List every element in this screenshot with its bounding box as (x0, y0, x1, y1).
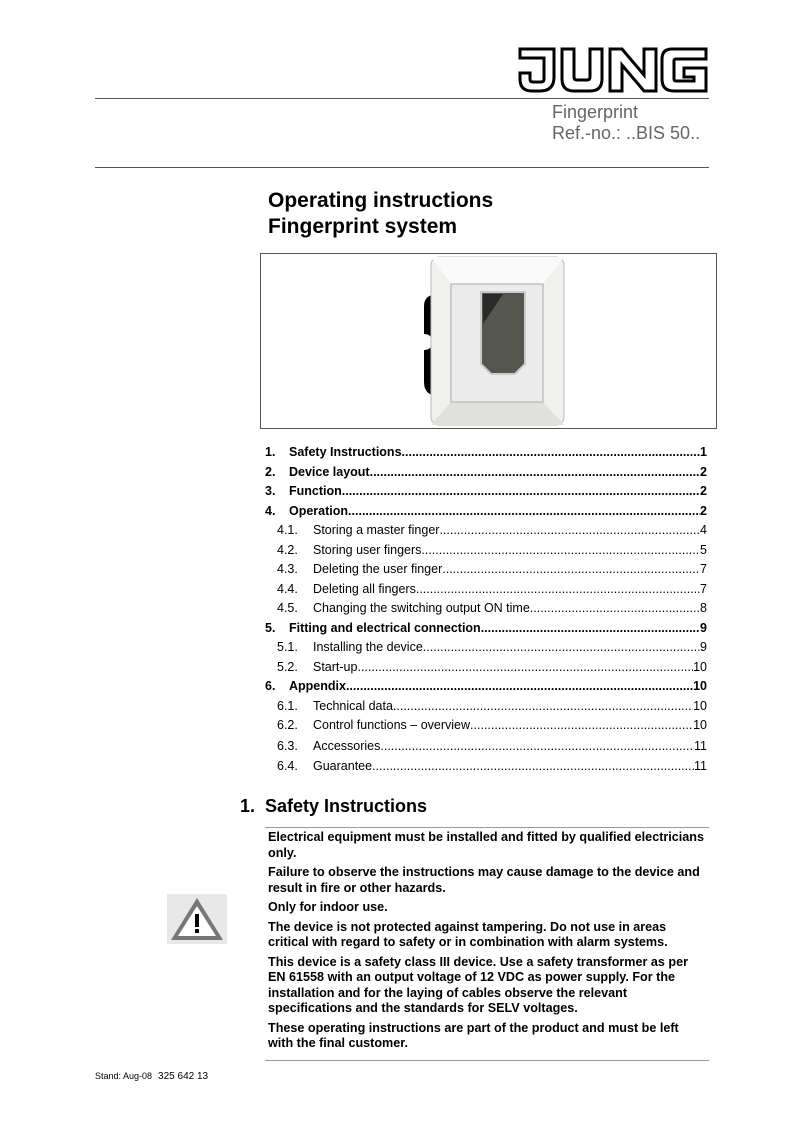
toc-label: Safety Instructions (289, 445, 402, 459)
toc-entry[interactable] (265, 759, 707, 779)
header-rule (95, 98, 709, 99)
toc-leader (416, 582, 700, 596)
toc-page: 10 (693, 659, 707, 674)
toc-page: 2 (700, 503, 707, 518)
footer-doc-number: 325 642 13 (158, 1071, 209, 1082)
toc-entry[interactable] (265, 739, 707, 759)
footer-date: Stand: Aug-08 (95, 1071, 153, 1081)
toc-page: 8 (700, 601, 707, 615)
toc-leader (470, 718, 693, 732)
toc-page: 7 (700, 562, 707, 576)
toc-leader (348, 504, 700, 518)
safety-paragraph: This device is a safety class III device. Use a safety transformer as per EN 61558 with an output voltage of 12 VDC as power supply. For the installation and for the laying of cables observe the relevant specifications and the standards for SELV voltages. (268, 954, 689, 1015)
toc-leader (346, 679, 693, 693)
toc-leader (393, 699, 693, 713)
toc-leader (421, 543, 700, 557)
toc-entry[interactable] (265, 621, 707, 641)
toc-entry[interactable] (265, 484, 707, 504)
toc-leader (481, 621, 700, 635)
safety-paragraph: These operating instructions are part of the product and must be left with the final customer. (268, 1020, 679, 1050)
toc-label: Accessories (313, 739, 381, 753)
toc-label: Function (289, 484, 342, 498)
title-line-2: Fingerprint system (268, 215, 458, 238)
safety-paragraph: The device is not protected against tampering. Do not use in areas critical with regard to safety or in combination with alarm systems. (268, 919, 668, 949)
toc-page: 9 (700, 620, 707, 635)
toc-entry[interactable] (265, 699, 707, 719)
toc-number: 5.1. (277, 640, 298, 654)
section-title: Safety Instructions (265, 796, 428, 816)
toc-entry[interactable] (265, 640, 707, 660)
toc-label: Guarantee (313, 758, 373, 773)
toc-number: 6.1. (277, 698, 298, 713)
toc-label: Deleting the user finger (313, 562, 443, 576)
toc-leader (370, 465, 700, 479)
toc-number: 4.2. (277, 542, 298, 557)
device-image (260, 253, 717, 429)
toc-page: 7 (700, 581, 707, 596)
toc-number: 2. (265, 464, 276, 479)
toc-page: 4 (700, 523, 707, 537)
warning-icon (167, 894, 227, 944)
toc-label: Start-up (313, 659, 358, 674)
toc-page: 2 (700, 484, 707, 498)
toc-leader (380, 739, 694, 753)
toc-leader (442, 562, 700, 576)
toc-entry[interactable] (265, 523, 707, 543)
toc-number: 5. (265, 620, 276, 635)
toc-label: Control functions – overview (313, 718, 471, 732)
toc-label: Technical data (313, 698, 393, 713)
safety-paragraph: Only for indoor use. (268, 900, 388, 914)
toc-page: 5 (700, 542, 707, 557)
toc-label: Storing user fingers (313, 542, 422, 557)
toc-entry[interactable] (265, 660, 707, 680)
toc-label: Deleting all fingers (313, 581, 416, 596)
toc-leader (530, 601, 700, 615)
toc-entry[interactable] (265, 562, 707, 582)
section-number: 1. (240, 796, 256, 816)
toc-number: 5.2. (277, 659, 298, 674)
toc-page: 9 (700, 640, 707, 654)
toc-number: 4.3. (277, 562, 298, 576)
toc-leader (342, 484, 700, 498)
toc-page: 10 (693, 718, 707, 732)
safety-paragraph: Electrical equipment must be installed and fitted by qualified electricians only. (268, 830, 704, 860)
toc-entry[interactable] (265, 445, 707, 465)
toc-leader (402, 445, 701, 459)
section-heading-safety (240, 796, 427, 817)
toc-entry[interactable] (265, 679, 707, 699)
table-of-contents (265, 445, 707, 778)
toc-number: 1. (265, 445, 276, 459)
toc-label: Installing the device (313, 640, 423, 654)
title-line-1: Operating instructions (268, 189, 494, 212)
safety-instructions-box (265, 827, 709, 1061)
toc-entry[interactable] (265, 582, 707, 602)
product-name: Fingerprint (552, 102, 639, 122)
toc-number: 6. (265, 679, 276, 693)
toc-page: 2 (700, 464, 707, 479)
toc-entry[interactable] (265, 504, 707, 524)
toc-entry[interactable] (265, 543, 707, 563)
toc-label: Storing a master finger (313, 523, 440, 537)
reference-number: Ref.-no.: ..BIS 50.. (552, 123, 701, 143)
toc-label: Changing the switching output ON time (313, 601, 530, 615)
jung-logo (518, 46, 708, 94)
toc-label: Appendix (289, 679, 346, 693)
toc-number: 6.4. (277, 758, 298, 773)
footer (95, 1071, 208, 1082)
toc-leader (439, 523, 700, 537)
safety-paragraph: Failure to observe the instructions may cause damage to the device and result in fire or other hazards. (268, 865, 700, 895)
toc-page: 10 (693, 679, 707, 693)
toc-number: 6.3. (277, 739, 298, 753)
toc-number: 6.2. (277, 718, 298, 732)
toc-entry[interactable] (265, 465, 707, 485)
toc-label: Operation (289, 503, 349, 518)
toc-leader (357, 660, 693, 674)
toc-page: 1 (700, 445, 707, 459)
toc-number: 4.1. (277, 523, 298, 537)
header-rule-bottom (95, 167, 709, 168)
toc-number: 4.5. (277, 601, 298, 615)
toc-leader (423, 640, 700, 654)
toc-leader (372, 759, 694, 773)
toc-number: 4.4. (277, 581, 298, 596)
toc-page: 11 (694, 739, 707, 753)
toc-number: 4. (265, 503, 276, 518)
toc-page: 11 (694, 758, 707, 773)
page-title (268, 188, 493, 240)
toc-number: 3. (265, 484, 276, 498)
toc-entry[interactable] (265, 601, 707, 621)
toc-label: Device layout (289, 464, 370, 479)
toc-label: Fitting and electrical connection (289, 620, 481, 635)
toc-page: 10 (693, 698, 707, 713)
toc-entry[interactable] (265, 718, 707, 739)
